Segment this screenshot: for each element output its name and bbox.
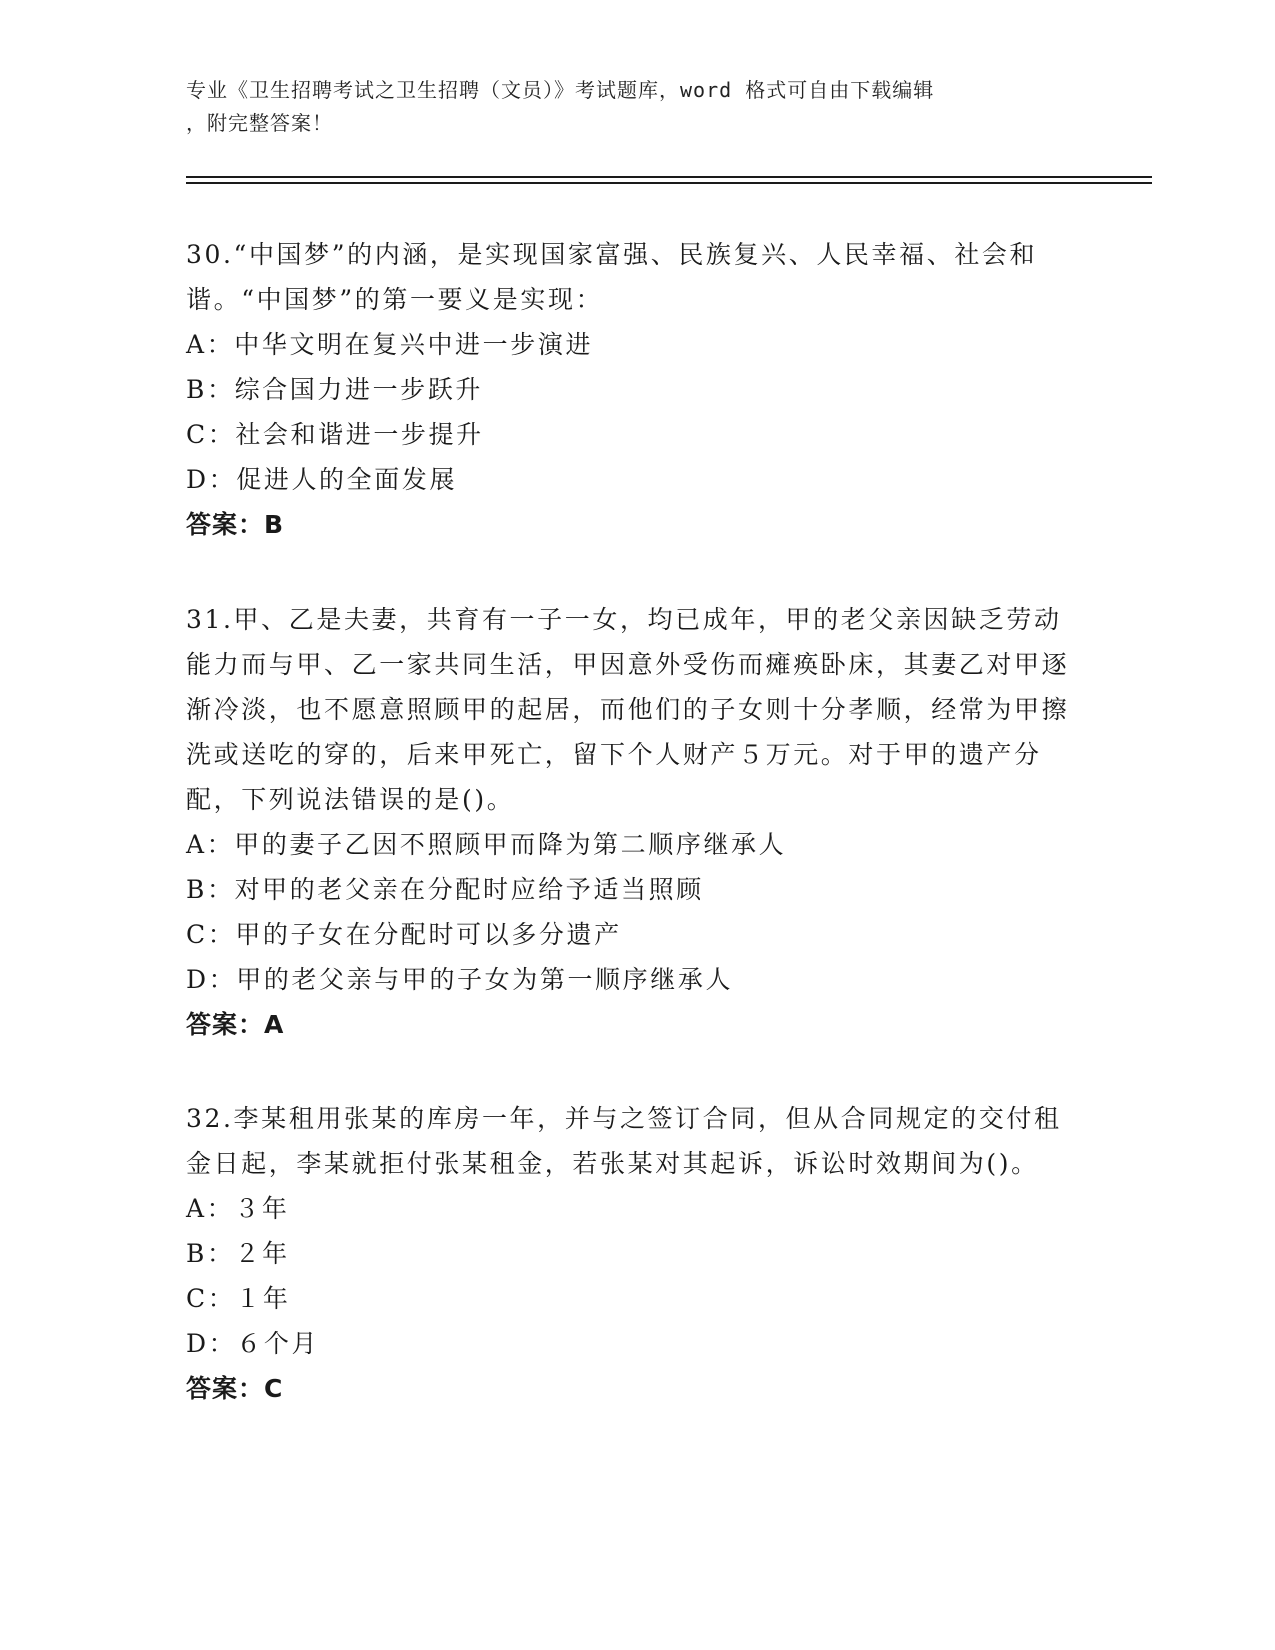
answer: 答案：A — [186, 1010, 285, 1039]
question-stem: 32.李某租用张某的库房一年，并与之签订合同，但从合同规定的交付租金日起，李某就拒付张某租金，若张某对其起诉，诉讼时效期间为()。 — [186, 1104, 1062, 1178]
option-b: B：对甲的老父亲在分配时应给予适当照顾 — [186, 875, 704, 904]
option-a: A：中华文明在复兴中进一步演进 — [186, 330, 594, 359]
question-30 — [186, 232, 1086, 547]
option-a: A：甲的妻子乙因不照顾甲而降为第二顺序继承人 — [186, 830, 787, 859]
document-header — [186, 74, 1066, 140]
option-b: B：２年 — [186, 1239, 290, 1268]
option-b: B：综合国力进一步跃升 — [186, 375, 483, 404]
option-c: C：１年 — [186, 1284, 291, 1313]
option-c: C：甲的子女在分配时可以多分遗产 — [186, 920, 622, 949]
answer: 答案：B — [186, 510, 285, 539]
header-rule-bottom — [186, 182, 1152, 184]
question-stem: 31.甲、乙是夫妻，共育有一子一女，均已成年，甲的老父亲因缺乏劳动能力而与甲、乙一家共同生活，甲因意外受伤而瘫痪卧床，其妻乙对甲逐渐冷淡，也不愿意照顾甲的起居，而他们的子女则十分孝顺，经常为甲擦洗或送吃的穿的，后来甲死亡，留下个人财产５万元。对于甲的遗产分配，下列说法错误的是()。 — [186, 605, 1070, 814]
option-d: D：促进人的全面发展 — [186, 465, 458, 494]
question-stem: 30.“中国梦”的内涵，是实现国家富强、民族复兴、人民幸福、社会和谐。“中国梦”的第一要义是实现： — [186, 240, 1038, 314]
header-rule-top — [186, 176, 1152, 178]
header-line-2: ，附完整答案！ — [186, 111, 333, 135]
header-line-1: 专业《卫生招聘考试之卫生招聘（文员）》考试题库，word 格式可自由下载编辑 — [186, 78, 935, 102]
question-32 — [186, 1096, 1086, 1411]
answer: 答案：C — [186, 1374, 284, 1403]
option-d: D：甲的老父亲与甲的子女为第一顺序继承人 — [186, 965, 734, 994]
option-a: A：３年 — [186, 1194, 290, 1223]
option-d: D：６个月 — [186, 1329, 320, 1358]
question-31 — [186, 597, 1086, 1047]
option-c: C：社会和谐进一步提升 — [186, 420, 484, 449]
